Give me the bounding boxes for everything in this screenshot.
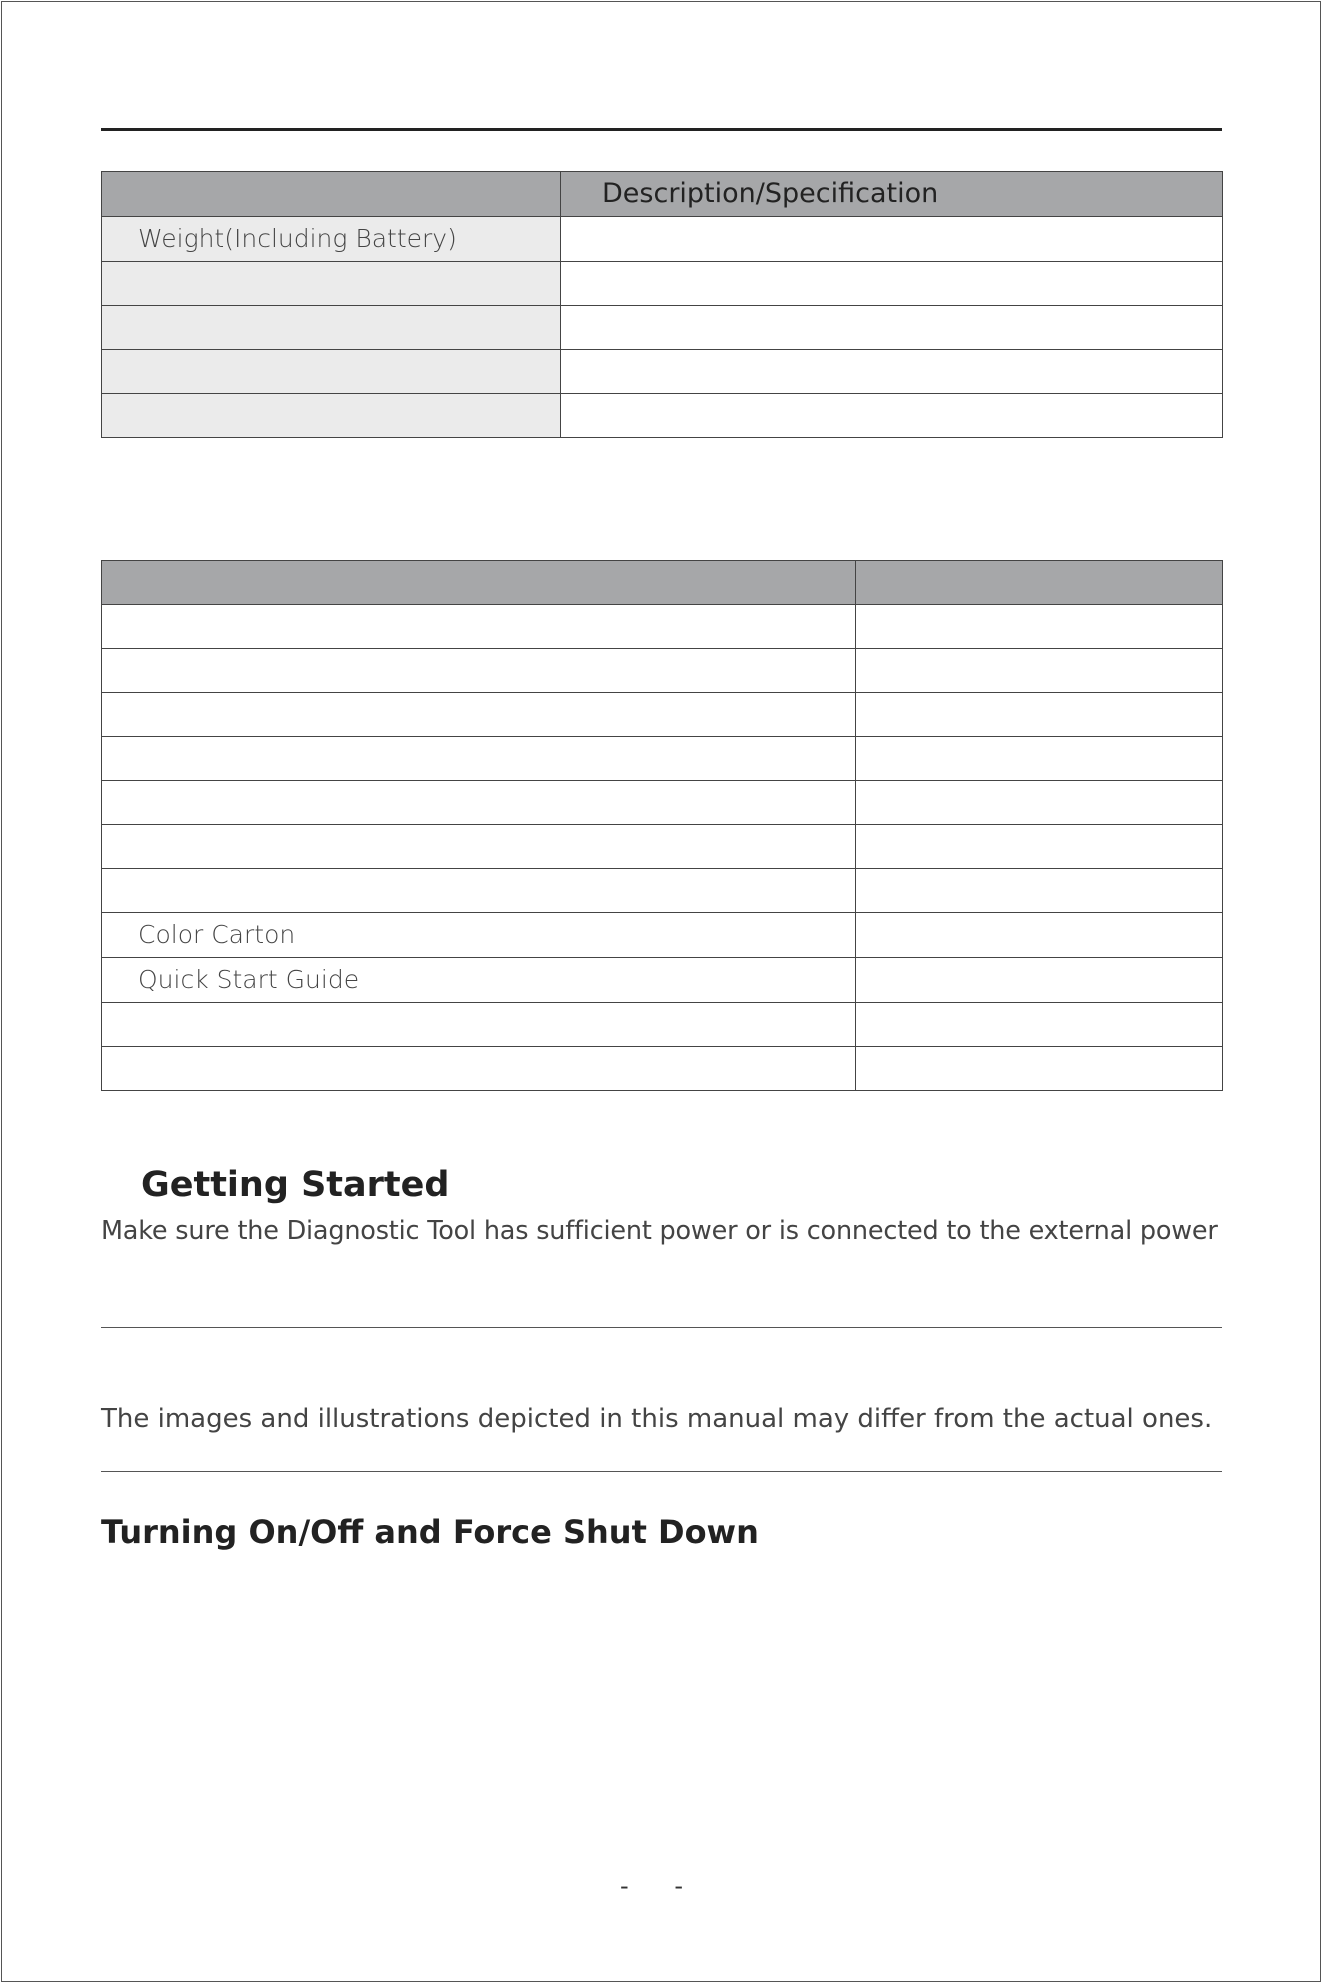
packing-cell	[102, 649, 856, 693]
top-rule	[101, 128, 1222, 131]
packing-row	[102, 605, 1223, 649]
spec-cell-text: Weight(Including Battery)	[138, 224, 457, 253]
packing-cell	[856, 825, 1223, 869]
packing-row	[102, 825, 1223, 869]
packing-row	[102, 693, 1223, 737]
note-bottom-rule	[101, 1471, 1222, 1472]
packing-row	[102, 737, 1223, 781]
packing-cell	[856, 649, 1223, 693]
spec-cell	[102, 306, 561, 350]
specification-table	[101, 171, 1223, 438]
note-top-rule	[101, 1327, 1222, 1328]
getting-started-text: Make sure the Diagnostic Tool has sufficient power or is connected to the external power	[101, 1216, 1218, 1246]
spec-cell	[102, 217, 561, 262]
note-text: The images and illustrations depicted in this manual may differ from the actual ones.	[101, 1404, 1213, 1434]
spec-cell	[102, 394, 561, 438]
packing-cell	[856, 1047, 1223, 1091]
packing-row	[102, 958, 1223, 1003]
packing-list-table	[101, 560, 1223, 1091]
packing-cell	[856, 913, 1223, 958]
packing-cell	[102, 737, 856, 781]
packing-row	[102, 869, 1223, 913]
spec-cell	[561, 394, 1223, 438]
turning-on-off-heading: Turning On/Off and Force Shut Down	[101, 1513, 759, 1551]
spec-cell	[102, 262, 561, 306]
packing-cell	[856, 605, 1223, 649]
packing-row	[102, 1003, 1223, 1047]
packing-cell	[102, 869, 856, 913]
page-number: - -	[620, 1872, 684, 1900]
spec-cell	[561, 217, 1223, 262]
packing-row	[102, 649, 1223, 693]
packing-row	[102, 913, 1223, 958]
packing-cell	[102, 1003, 856, 1047]
packing-cell	[856, 781, 1223, 825]
packing-header-cell	[102, 561, 856, 605]
packing-cell	[102, 693, 856, 737]
packing-cell	[856, 737, 1223, 781]
spec-header-cell	[102, 172, 561, 217]
packing-cell	[102, 913, 856, 958]
spec-row	[102, 262, 1223, 306]
packing-cell	[856, 958, 1223, 1003]
spec-header-label: Description/Specification	[602, 178, 939, 209]
packing-cell	[102, 781, 856, 825]
packing-header-cell	[856, 561, 1223, 605]
spec-row	[102, 217, 1223, 262]
spec-cell	[561, 350, 1223, 394]
spec-header-row	[102, 172, 1223, 217]
packing-cell	[102, 825, 856, 869]
packing-cell	[856, 1003, 1223, 1047]
spec-cell	[561, 262, 1223, 306]
getting-started-heading: Getting Started	[141, 1165, 450, 1205]
spec-cell	[561, 306, 1223, 350]
packing-cell	[102, 958, 856, 1003]
packing-cell	[102, 1047, 856, 1091]
spec-row	[102, 350, 1223, 394]
spec-cell	[102, 350, 561, 394]
packing-row	[102, 781, 1223, 825]
packing-cell-text: Color Carton	[138, 920, 296, 949]
packing-cell	[856, 869, 1223, 913]
packing-cell-text: Quick Start Guide	[138, 965, 360, 994]
spec-row	[102, 306, 1223, 350]
packing-cell	[102, 605, 856, 649]
packing-header-row	[102, 561, 1223, 605]
packing-row	[102, 1047, 1223, 1091]
packing-cell	[856, 693, 1223, 737]
spec-row	[102, 394, 1223, 438]
spec-header-cell	[561, 172, 1223, 217]
